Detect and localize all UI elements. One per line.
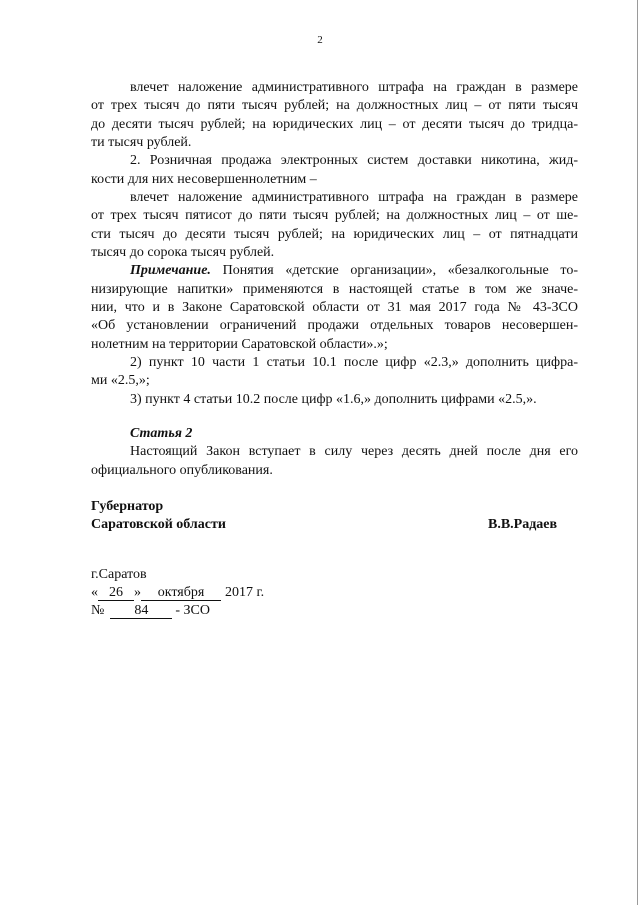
signatory-title: Губернатор [91,499,164,514]
note-line: нии, что и в Законе Саратовской области от 31 мая 2017 года № 43-ЗСО [91,300,578,315]
note-line: нолетним на территории Саратовской области».»; [91,337,388,352]
note-line: низирующие напитки» применяются в настоящей статье в том же значе- [91,282,578,297]
amendment-line: 3) пункт 4 статьи 10.2 после цифр «1.6,» дополнить цифрами «2.5,». [130,392,537,407]
number-sign: № [91,603,105,618]
paragraph-line: влечет наложение административного штрафа на граждан в размере [130,80,578,95]
item-line: 2. Розничная продажа электронных систем доставки никотина, жид- [130,153,578,168]
amendment-line: 2) пункт 10 части 1 статьи 10.1 после цифр «2.3,» дополнить цифра- [130,355,578,370]
page-number: 2 [317,34,323,46]
note-label: Примечание. [130,263,211,278]
article-line: Настоящий Закон вступает в силу через десять дней после дня его [130,444,578,459]
note-text: Понятия «детские организации», «безалкогольные то- [210,263,578,278]
paragraph-line: ти тысяч рублей. [91,135,192,150]
issue-number [91,602,210,620]
paragraph-line: тысяч до сорока тысяч рублей. [91,245,275,260]
signatory-region: Саратовской области [91,517,226,532]
article-heading: Статья 2 [130,426,193,441]
paragraph-line: до десяти тысяч рублей; на юридических лиц – от десяти тысяч до тридца- [91,117,578,132]
paragraph-line: сти тысяч до десяти тысяч рублей; на юридических лиц – от пятнадцати [91,227,578,242]
date-day: 26 [98,585,134,601]
amendment-line: ми «2.5,»; [91,373,150,388]
paragraph-line: от трех тысяч до пяти тысяч рублей; на должностных лиц – от пяти тысяч [91,98,578,113]
signatory-name: В.В.Радаев [488,517,558,532]
item-line: кости для них несовершеннолетним – [91,172,317,187]
date-month: октября [141,585,221,601]
issue-city: г.Саратов [91,567,147,582]
law-number: 84 [110,603,172,619]
number-suffix: - ЗСО [175,603,210,618]
paragraph-line: влечет наложение административного штрафа на граждан в размере [130,190,578,205]
issue-date [91,584,264,602]
note-line: «Об установлении ограничений продажи отдельных товаров несовершен- [91,318,578,333]
date-year: 2017 г. [225,585,265,600]
date-open-quote: « [91,585,98,600]
date-close-quote: » [134,585,141,600]
paragraph-line: от трех тысяч пятисот до пяти тысяч рублей; на должностных лиц – от ше- [91,208,578,223]
note-line [130,262,578,280]
page-edge [637,0,638,905]
article-line: официального опубликования. [91,463,273,478]
